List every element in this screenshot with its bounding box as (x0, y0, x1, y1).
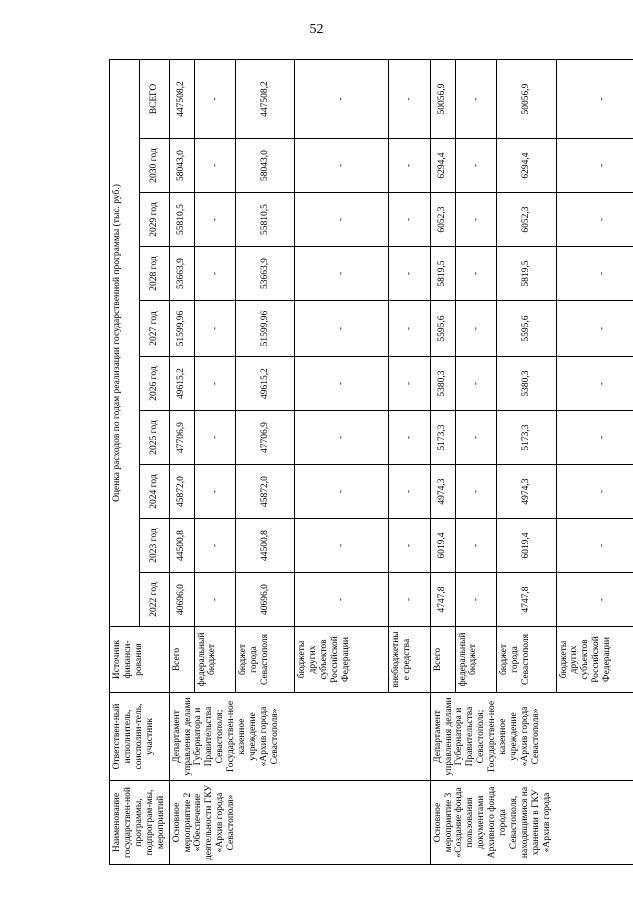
year-value: 49615,2 (169, 357, 194, 411)
year-value: - (388, 139, 430, 193)
header-year: 2030 год (139, 139, 169, 193)
year-value: - (556, 411, 633, 465)
year-value: 44500,8 (169, 519, 194, 573)
year-value: - (455, 247, 497, 301)
year-value: 4747,8 (497, 573, 556, 627)
year-value: 44500,8 (236, 519, 295, 573)
table-body (169, 59, 633, 864)
year-value: - (556, 573, 633, 627)
year-value: - (556, 301, 633, 357)
year-value: 6052,3 (497, 193, 556, 247)
year-value: 4974,3 (430, 465, 455, 519)
year-value: - (388, 573, 430, 627)
year-value: - (455, 573, 497, 627)
year-value: - (556, 357, 633, 411)
year-value: 58043,0 (169, 139, 194, 193)
funding-source: бюджеты других субъектов Российской Федерации (556, 627, 633, 693)
year-value: 5595,6 (497, 301, 556, 357)
year-value: - (194, 139, 236, 193)
funding-source: бюджет города Севастополя (497, 627, 556, 693)
funding-source: федеральный бюджет (455, 627, 497, 693)
year-value: 58043,0 (236, 139, 295, 193)
header-row-1 (110, 59, 140, 864)
year-value: - (295, 301, 388, 357)
year-value: - (194, 519, 236, 573)
funding-source: Всего (169, 627, 194, 693)
year-value: 53663,9 (236, 247, 295, 301)
header-year: 2025 год (139, 411, 169, 465)
year-value: - (194, 573, 236, 627)
year-value: 45872,0 (236, 465, 295, 519)
year-value: 5380,3 (430, 357, 455, 411)
year-value: - (194, 465, 236, 519)
responsible-executor: Департамент управления делами Губернатора и Правительства Севастополя; Государствен-ное казенное учреждение «Архив города Севастополя» (430, 693, 633, 781)
year-value: - (388, 519, 430, 573)
year-value: - (194, 193, 236, 247)
year-value: - (194, 411, 236, 465)
year-value: 53663,9 (169, 247, 194, 301)
year-value: 47706,9 (236, 411, 295, 465)
year-value: - (295, 139, 388, 193)
year-value: - (455, 193, 497, 247)
total-value: - (388, 59, 430, 138)
total-value: - (455, 59, 497, 138)
funding-source: федеральный бюджет (194, 627, 236, 693)
year-value: - (295, 411, 388, 465)
year-value: - (194, 301, 236, 357)
year-value: 49615,2 (236, 357, 295, 411)
year-value: - (556, 465, 633, 519)
year-value: - (556, 193, 633, 247)
year-value: 40696,0 (236, 573, 295, 627)
header-year: 2026 год (139, 357, 169, 411)
year-value: 5595,6 (430, 301, 455, 357)
year-value: 5173,3 (497, 411, 556, 465)
financing-table (109, 59, 633, 865)
header-estimate: Оценка расходов по годам реализации государственной программы (тыс. руб.) (110, 59, 140, 626)
responsible-executor: Департамент управления делами Губернатора и Правительства Севастополя; Государствен-ное казенное учреждение «Архив города Севастополя» (169, 693, 430, 781)
year-value: 45872,0 (169, 465, 194, 519)
total-value: 447508,2 (236, 59, 295, 138)
header-year: 2023 год (139, 519, 169, 573)
header-year: 2028 год (139, 247, 169, 301)
header-year: 2029 год (139, 193, 169, 247)
year-value: - (194, 247, 236, 301)
year-value: 5380,3 (497, 357, 556, 411)
year-value: - (295, 247, 388, 301)
year-value: - (388, 247, 430, 301)
header-year: 2024 год (139, 465, 169, 519)
header-name: Наименование государствен-ной программы, подпрограм-мы, мероприятий (110, 781, 170, 865)
header-year: 2022 год (139, 573, 169, 627)
year-value: 5819,5 (430, 247, 455, 301)
year-value: - (388, 411, 430, 465)
year-value: - (388, 357, 430, 411)
year-value: - (455, 519, 497, 573)
year-value: 5173,3 (430, 411, 455, 465)
funding-source: бюджеты других субъектов Российской Федерации (295, 627, 388, 693)
year-value: - (455, 357, 497, 411)
year-value: - (455, 139, 497, 193)
year-value: - (295, 357, 388, 411)
year-value: - (388, 301, 430, 357)
header-responsible: Ответствен-ный исполнитель, соисполни-тель, участник (110, 693, 170, 781)
table-row (169, 59, 194, 864)
year-value: 5819,5 (497, 247, 556, 301)
total-value: - (194, 59, 236, 138)
year-value: 55810,5 (236, 193, 295, 247)
total-value: 50056,9 (497, 59, 556, 138)
year-value: 47706,9 (169, 411, 194, 465)
year-value: 6052,3 (430, 193, 455, 247)
header-year: 2027 год (139, 301, 169, 357)
total-value: 50056,9 (430, 59, 455, 138)
total-value: - (295, 59, 388, 138)
year-value: 40696,0 (169, 573, 194, 627)
year-value: - (295, 465, 388, 519)
measure-name: Основное мероприятие 3 «Создание фонда пользования документами Архивного фонда города Севастополя, находящимися на хранении в ГКУ «Архив города (430, 781, 633, 865)
year-value: 6294,4 (430, 139, 455, 193)
header-source: Источник финанси-рования (110, 627, 170, 693)
rotated-table-container (109, 60, 622, 865)
year-value: - (295, 573, 388, 627)
year-value: - (556, 139, 633, 193)
funding-source: внебюджетные средства (388, 627, 430, 693)
funding-source: Всего (430, 627, 455, 693)
table-row (430, 59, 455, 864)
year-value: 55810,5 (169, 193, 194, 247)
year-value: 4747,8 (430, 573, 455, 627)
year-value: - (455, 411, 497, 465)
measure-name: Основное мероприятие 2 «Обеспечение деятельности ГКУ «Архив города Севастополя» (169, 781, 430, 865)
header-total: ВСЕГО (139, 59, 169, 138)
year-value: 51599,96 (169, 301, 194, 357)
year-value: 6294,4 (497, 139, 556, 193)
year-value: - (556, 519, 633, 573)
total-value: 447508,2 (169, 59, 194, 138)
year-value: - (388, 193, 430, 247)
year-value: 6019,4 (497, 519, 556, 573)
total-value: - (556, 59, 633, 138)
funding-source: бюджет города Севастополя (236, 627, 295, 693)
year-value: - (388, 465, 430, 519)
year-value: - (194, 357, 236, 411)
page-number: 52 (309, 22, 324, 37)
year-value: - (295, 193, 388, 247)
year-value: 6019,4 (430, 519, 455, 573)
year-value: 51599,96 (236, 301, 295, 357)
year-value: - (295, 519, 388, 573)
year-value: - (556, 247, 633, 301)
year-value: - (455, 301, 497, 357)
year-value: - (455, 465, 497, 519)
year-value: 4974,3 (497, 465, 556, 519)
